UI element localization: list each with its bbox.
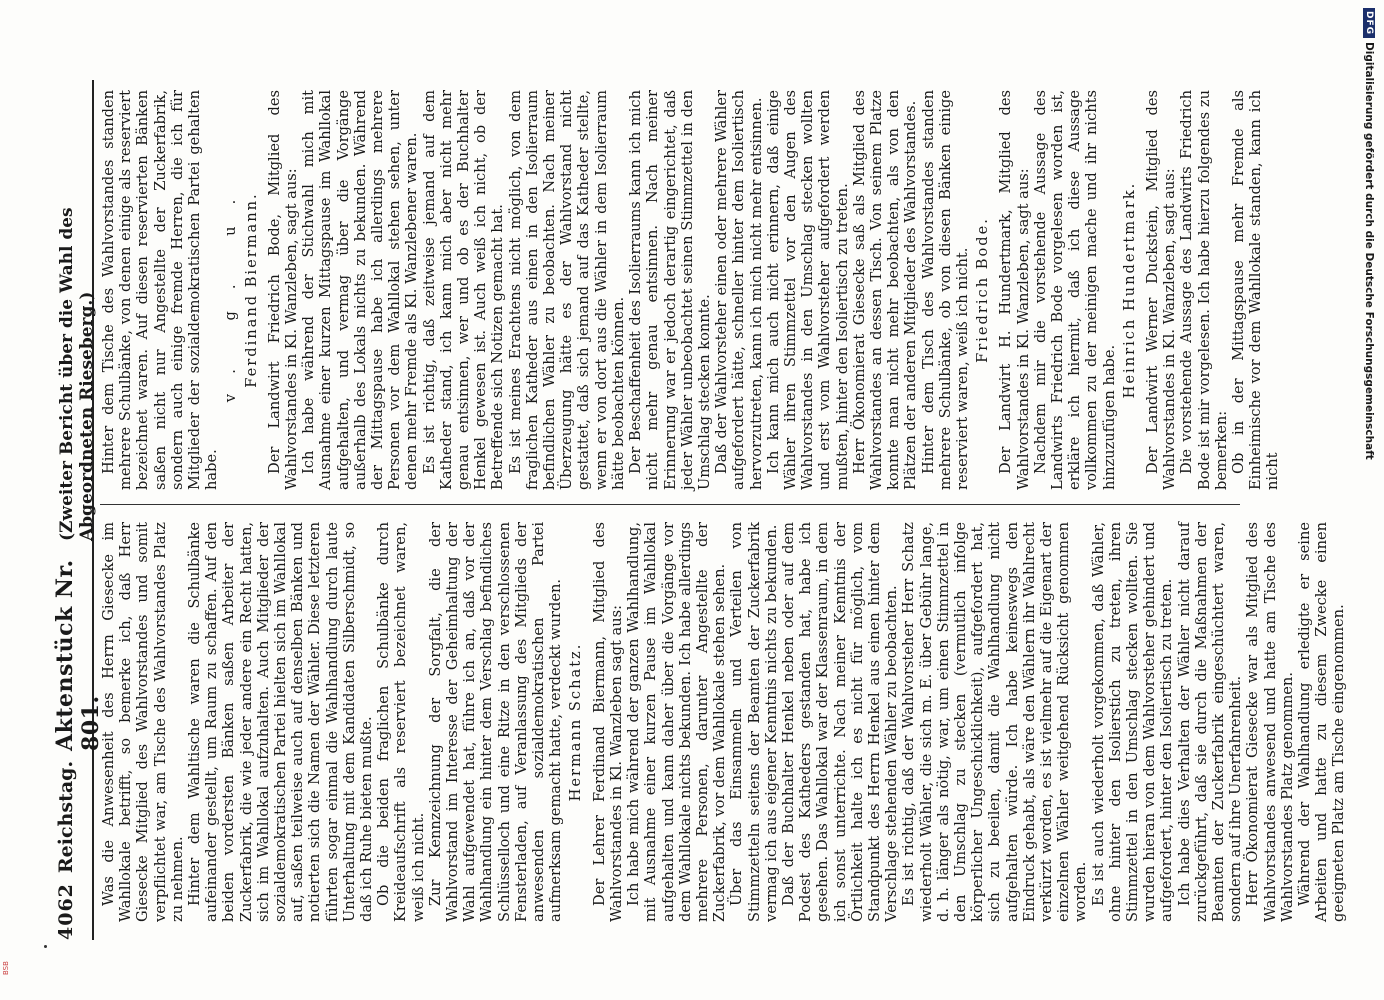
paragraph: Der Landwirt Friedrich Bode, Mitglied des Wahlvorstandes in Kl. Wanzleben, sagt aus: [265, 90, 301, 490]
vgu-mark: v. g. u. [222, 177, 240, 403]
paragraph: Der Landwirt H. Hundertmark, Mitglied des Wahlvorstandes in Kl. Wanzleben, sagt aus: [997, 90, 1032, 490]
paragraph: Ob in der Mittagspause mehr Fremde als Einheimische vor dem Wahllokale standen, kann ich nicht [1230, 90, 1282, 490]
paragraph: Es ist auch wiederholt vorgekommen, daß Wähler, ohne hinter den Isolierstich zu treten, ihren Stimmzettel in den Umschlag stecken wollten. Sie wurden hieran von dem Wahlvorsteher gehindert und aufgefordert, hinter den Isoliertisch zu treten. [1089, 522, 1176, 922]
paragraph: Ich kann mich auch nicht erinnern, daß einige Wähler ihren Stimmzettel vor den Augen des Wahlvorstandes in den Umschlag stecken wollten und erst vom Wahlvorsteher aufgefordert werden mußten, hinter den Isoliertisch zu treten. [764, 90, 851, 490]
paragraph: Der Beschaffenheit des Isolierraums kann ich mich nicht mehr genau entsinnen. Nach meiner Erinnerung war er jedoch derartig eingerichtet, daß jeder Wähler unbeobachtet seinen Stimmzettel in den Umschlag stecken konnte. [627, 90, 713, 490]
signature-bode: Friedrich Bode. [974, 217, 992, 363]
journal-name: Reichstag. [55, 760, 77, 874]
paragraph: Hinter dem Tisch des Wahlvorstandes standen mehrere Schulbänke, ob von diesen Bänken einige reserviert waren, weiß ich nicht. [919, 90, 971, 490]
paragraph: Was die Anwesenheit des Herrn Giesecke im Wahllokale betrifft, so bemerke ich, daß Herr Giesecke Mitglied des Wahlvorstandes und somit verpflichtet war, am Tische des Wahlvorstandes Platz zu nehmen. [100, 522, 186, 922]
paragraph: Die vorstehende Aussage des Landwirts Friedrich Bode ist mir vorgelesen. Ich habe hierzu folgendes zu bemerken: [1178, 90, 1230, 490]
paragraph: Herr Ökonomierat Giesecke saß als Mitglied des Wahlvorstandes an dessen Tisch. Von seinem Platze konnte man nicht mehr beobachten, als von den Plätzen der anderen Mitglieder des Wahlvorstandes. [850, 90, 920, 490]
paragraph: Während der Wahlhandlung erledigte er seine Arbeiten und hatte zu diesem Zwecke einen geeigneten Platz am Tische eingenommen. [1296, 522, 1348, 922]
dfg-logo: DFG [1363, 8, 1375, 38]
signature-hundertmark: Heinrich Hundertmark. [1120, 181, 1138, 399]
page-number: 4062 [55, 883, 77, 940]
paragraph: Daß der Wahlvorsteher einen oder mehrere Wähler aufgefordert hätte, schneller hinter dem Isoliertisch hervorzutreten, kann ich mich nicht mehr entsinnen. [713, 90, 765, 490]
right-column [100, 90, 1282, 490]
paragraph: Hinter dem Wahltische waren die Schulbänke aufeinander gestellt, um Raum zu schaffen. Auf den beiden vordersten Bänken saßen Arbeiter der Zuckerfabrik, die wie jeder andere ein Recht hatten, sich im Wahllokal aufzuhalten. Auch Mitglieder der sozialdemokratischen Partei hielten sich im Wahllokal auf, saßen teilweise auch auf denselben Bänken und notierten sich die Namen der Wähler. Diese letzteren führten sogar einmal die Wahlhandlung durch laute Unterhaltung mit dem Kandidaten Silberschmidt, so daß ich Ruhe bieten mußte. [186, 522, 376, 922]
left-column [100, 522, 1348, 922]
paragraph: Ich habe während der Stichwahl mich mit Ausnahme einer kurzen Mittagspause im Wahllokal aufgehalten, und vermag über die Vorgänge außerhalb des Lokals nichts zu bekunden. Während der Mittagspause habe ich allerdings mehrere Personen vor dem Wahllokal stehen sehen, unter denen mehr Fremde als Kl. Wanzlebener waren. [300, 90, 421, 490]
digitization-text: Digitalisierung gefördert durch die Deutsche Forschungsgemeinschaft [1363, 42, 1375, 460]
paragraph: Zur Kennzeichnung der Sorgfalt, die der Wahlvorstand im Interesse der Geheimhaltung der Wahl aufgewendet hat, führe ich an, daß vor der Wahlhandlung ein hinter dem Verschlag befindliches Schlüsselloch und eine Ritze in den verschlossenen Fensterladen, auf Veranlassung des Mitglieds der anwesenden sozialdemokratischen Partei aufmerksam gemacht hatte, verdeckt wurden. [426, 522, 565, 922]
paragraph: Ob die beiden fraglichen Schulbänke durch Kreideaufschrift als reserviert bezeichnet waren, weiß ich nicht. [375, 522, 427, 922]
paragraph: Ich habe mich während der ganzen Wahlhandlung, mit Ausnahme einer kurzen Pause im Wahllokal aufgehalten und kann daher über die Vorgänge vor dem Wahllokale nichts bekunden. Ich habe allerdings mehrere Personen, darunter Angestellte der Zuckerfabrik, vor dem Wahllokale stehen sehen. [625, 522, 729, 922]
paragraph: Es ist richtig, daß der Wahlvorsteher Herr Schatz wiederholt Wähler, die sich m. E. über Gebühr lange, d. h. länger als nötig, war, um einen Stimmzettel in den Umschlag zu stecken (vermutlich infolge körperlicher Ungeschicklichkeit), aufgefordert hat, sich zu beeilen, damit die Wahlhandlung nicht aufgehalten würde. Ich habe keineswegs den Eindruck gehabt, als wäre den Wählern ihr Wahlrecht verkürzt worden, es ist vielmehr auf die Eigenart der einzelnen Wähler weitgehend Rücksicht genommen worden. [900, 522, 1090, 922]
paragraph: Hinter dem Tische des Wahlvorstandes standen mehrere Schulbänke, von denen einige als reserviert bezeichnet waren. Auf diesen reservierten Bänken saßen nicht nur Angestellte der Zuckerfabrik, sondern auch einige fremde Herren, die ich für Mitglieder der sozialdemokratischen Partei gehalten habe. [100, 90, 221, 490]
paragraph: Herr Ökonomierat Giesecke war als Mitglied des Wahlvorstandes anwesend und hatte am Tische des Wahlvorstandes Platz genommen. [1244, 522, 1296, 922]
signature-biermann: Ferdinand Biermann. [242, 192, 260, 388]
digitization-note [1360, 8, 1378, 998]
document-title: Aktenstück Nr. 801. [52, 559, 104, 751]
signature-schatz: Hermann Schatz. [567, 642, 585, 802]
column-divider [100, 504, 1240, 505]
scan-speck [44, 945, 47, 948]
paragraph: Über das Einsammeln und Verteilen von Stimmzetteln seitens der Beamten der Zuckerfabrik vermag ich aus eigener Kenntnis nichts zu bekunden. [728, 522, 780, 922]
paragraph: Es ist richtig, daß zeitweise jemand auf dem Katheder stand, ich kann mich aber nicht mehr genau entsinnen, wer und ob es der Buchhalter Henkel gewesen ist. Auch weiß ich nicht, ob der Betreffende sich Notizen gemacht hat. [420, 90, 507, 490]
paragraph: Nachdem mir die vorstehende Aussage des Landwirts Friedrich Bode vorgelesen worden ist, erkläre ich hiermit, daß ich diese Aussage vollkommen zu der meinigen mache und ihr nichts hinzuzufügen habe. [1031, 90, 1118, 490]
page-header [52, 80, 104, 940]
library-mark: BSB [2, 961, 10, 975]
document-subtitle: (Zweiter Bericht über die Wahl des Abgeordneten Rieseberg.) [57, 207, 97, 542]
paragraph: Ich habe dies Verhalten der Wähler nicht darauf zurückgeführt, daß sie durch die Maßnahmen der Beamten der Zuckerfabrik eingeschüchtert waren, sondern auf ihre Unerfahrenheit. [1175, 522, 1245, 922]
paragraph: Es ist meines Erachtens nicht möglich, von dem fraglichen Katheder aus einen in den Isolierraum befindlichen Wähler zu beobachten. Nach meiner Überzeugung hätte es der Wahlvorstand nicht gestattet, daß sich jemand auf das Katheder stellte, wenn er von dort aus die Wähler in dem Isolierraum hätte beobachten können. [506, 90, 627, 490]
paragraph: Der Landwirt Werner Duckstein, Mitglied des Wahlvorstandes in Kl. Wanzleben, sagt aus: [1143, 90, 1179, 490]
paragraph: Daß der Buchhalter Henkel neben oder auf dem Podest des Katheders gestanden hat, habe ich gesehen. Das Wahllokal war der Klassenraum, in dem ich sonst unterrichte. Nach meiner Kenntnis der Örtlichkeit halte ich es nicht für möglich, vom Standpunkt des Herrn Henkel aus einen hinter dem Verschlage stehenden Wähler zu beobachten. [779, 522, 901, 922]
paragraph: Der Lehrer Ferdinand Biermann, Mitglied des Wahlvorstandes in Kl. Wanzleben sagt aus: [590, 522, 625, 922]
